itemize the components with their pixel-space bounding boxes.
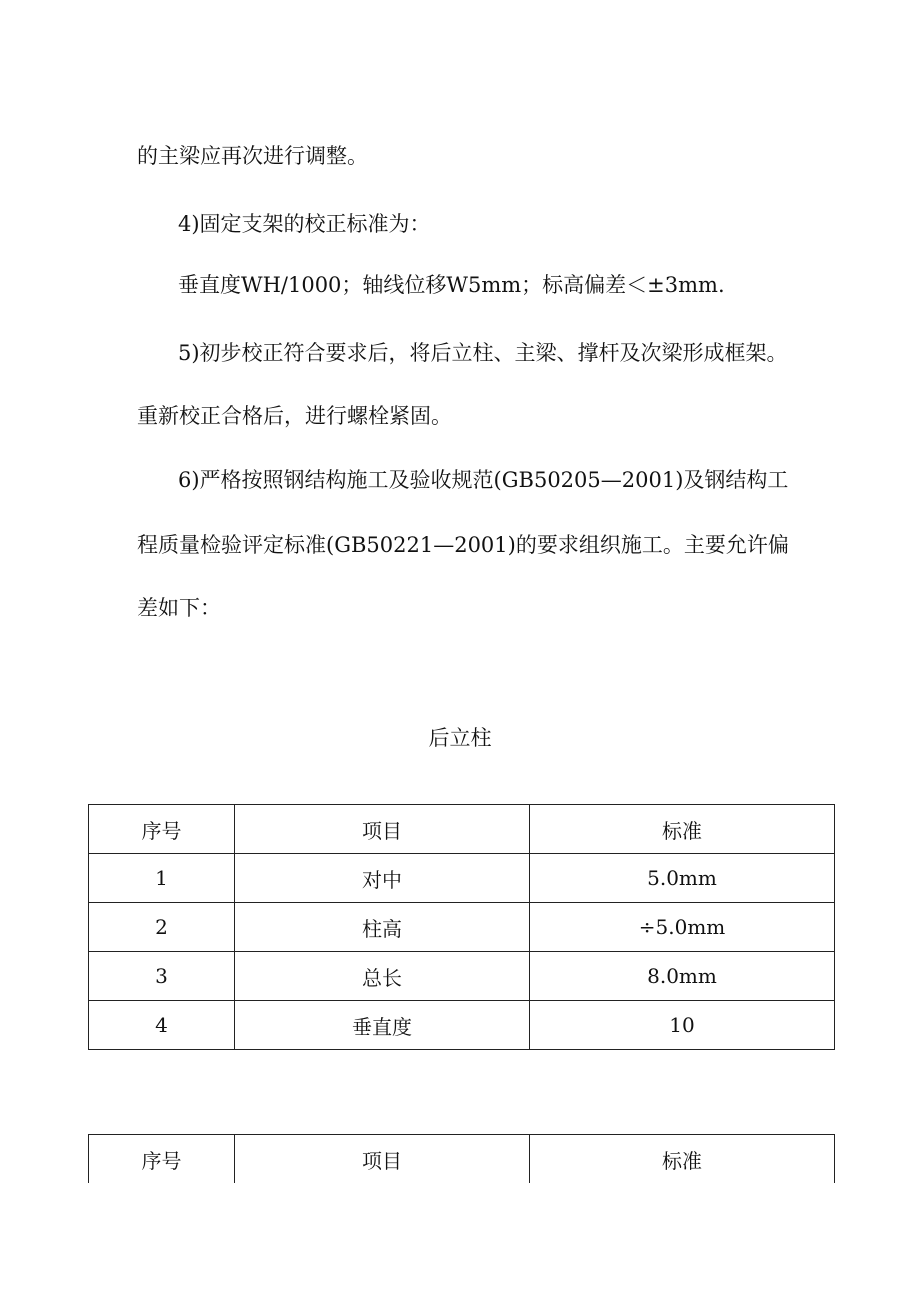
paragraph-line-8: 差如下： (137, 596, 221, 620)
paragraph-line-7: 程质量检验评定标准(GB50221—2001)的要求组织施工。主要允许偏 (137, 533, 789, 557)
table-header-row (89, 1135, 835, 1184)
paragraph-line-5: 重新校正合格后，进行螺栓紧固。 (137, 404, 452, 428)
row-standard: 5.0mm (530, 854, 835, 903)
row-item: 柱高 (235, 903, 530, 952)
row-item: 垂直度 (235, 1001, 530, 1050)
row-standard: 8.0mm (530, 952, 835, 1001)
header-index: 序号 (89, 805, 235, 854)
table-row (89, 903, 835, 952)
row-index: 1 (89, 854, 235, 903)
table-row (89, 854, 835, 903)
second-table (88, 1134, 835, 1183)
header-standard: 标准 (530, 1135, 835, 1184)
row-item: 总长 (235, 952, 530, 1001)
row-item: 对中 (235, 854, 530, 903)
paragraph-line-4: 5)初步校正符合要求后，将后立柱、主梁、撑杆及次梁形成框架。 (178, 341, 788, 365)
paragraph-line-1: 的主梁应再次进行调整。 (137, 144, 368, 168)
table-row (89, 952, 835, 1001)
header-item: 项目 (235, 1135, 530, 1184)
header-item: 项目 (235, 805, 530, 854)
table-header-row (89, 805, 835, 854)
row-standard: ÷5.0mm (530, 903, 835, 952)
row-index: 4 (89, 1001, 235, 1050)
table-row (89, 1001, 835, 1050)
row-index: 3 (89, 952, 235, 1001)
paragraph-line-2: 4)固定支架的校正标准为： (178, 212, 431, 236)
header-standard: 标准 (530, 805, 835, 854)
row-index: 2 (89, 903, 235, 952)
paragraph-line-6: 6)严格按照钢结构施工及验收规范(GB50205—2001)及钢结构工 (178, 468, 789, 492)
table-title: 后立柱 (428, 726, 492, 750)
header-index: 序号 (89, 1135, 235, 1184)
row-standard: 10 (530, 1001, 835, 1050)
deviation-table (88, 804, 835, 1050)
paragraph-line-3: 垂直度WH/1000；轴线位移W5mm；标高偏差＜±3mm. (178, 273, 725, 297)
